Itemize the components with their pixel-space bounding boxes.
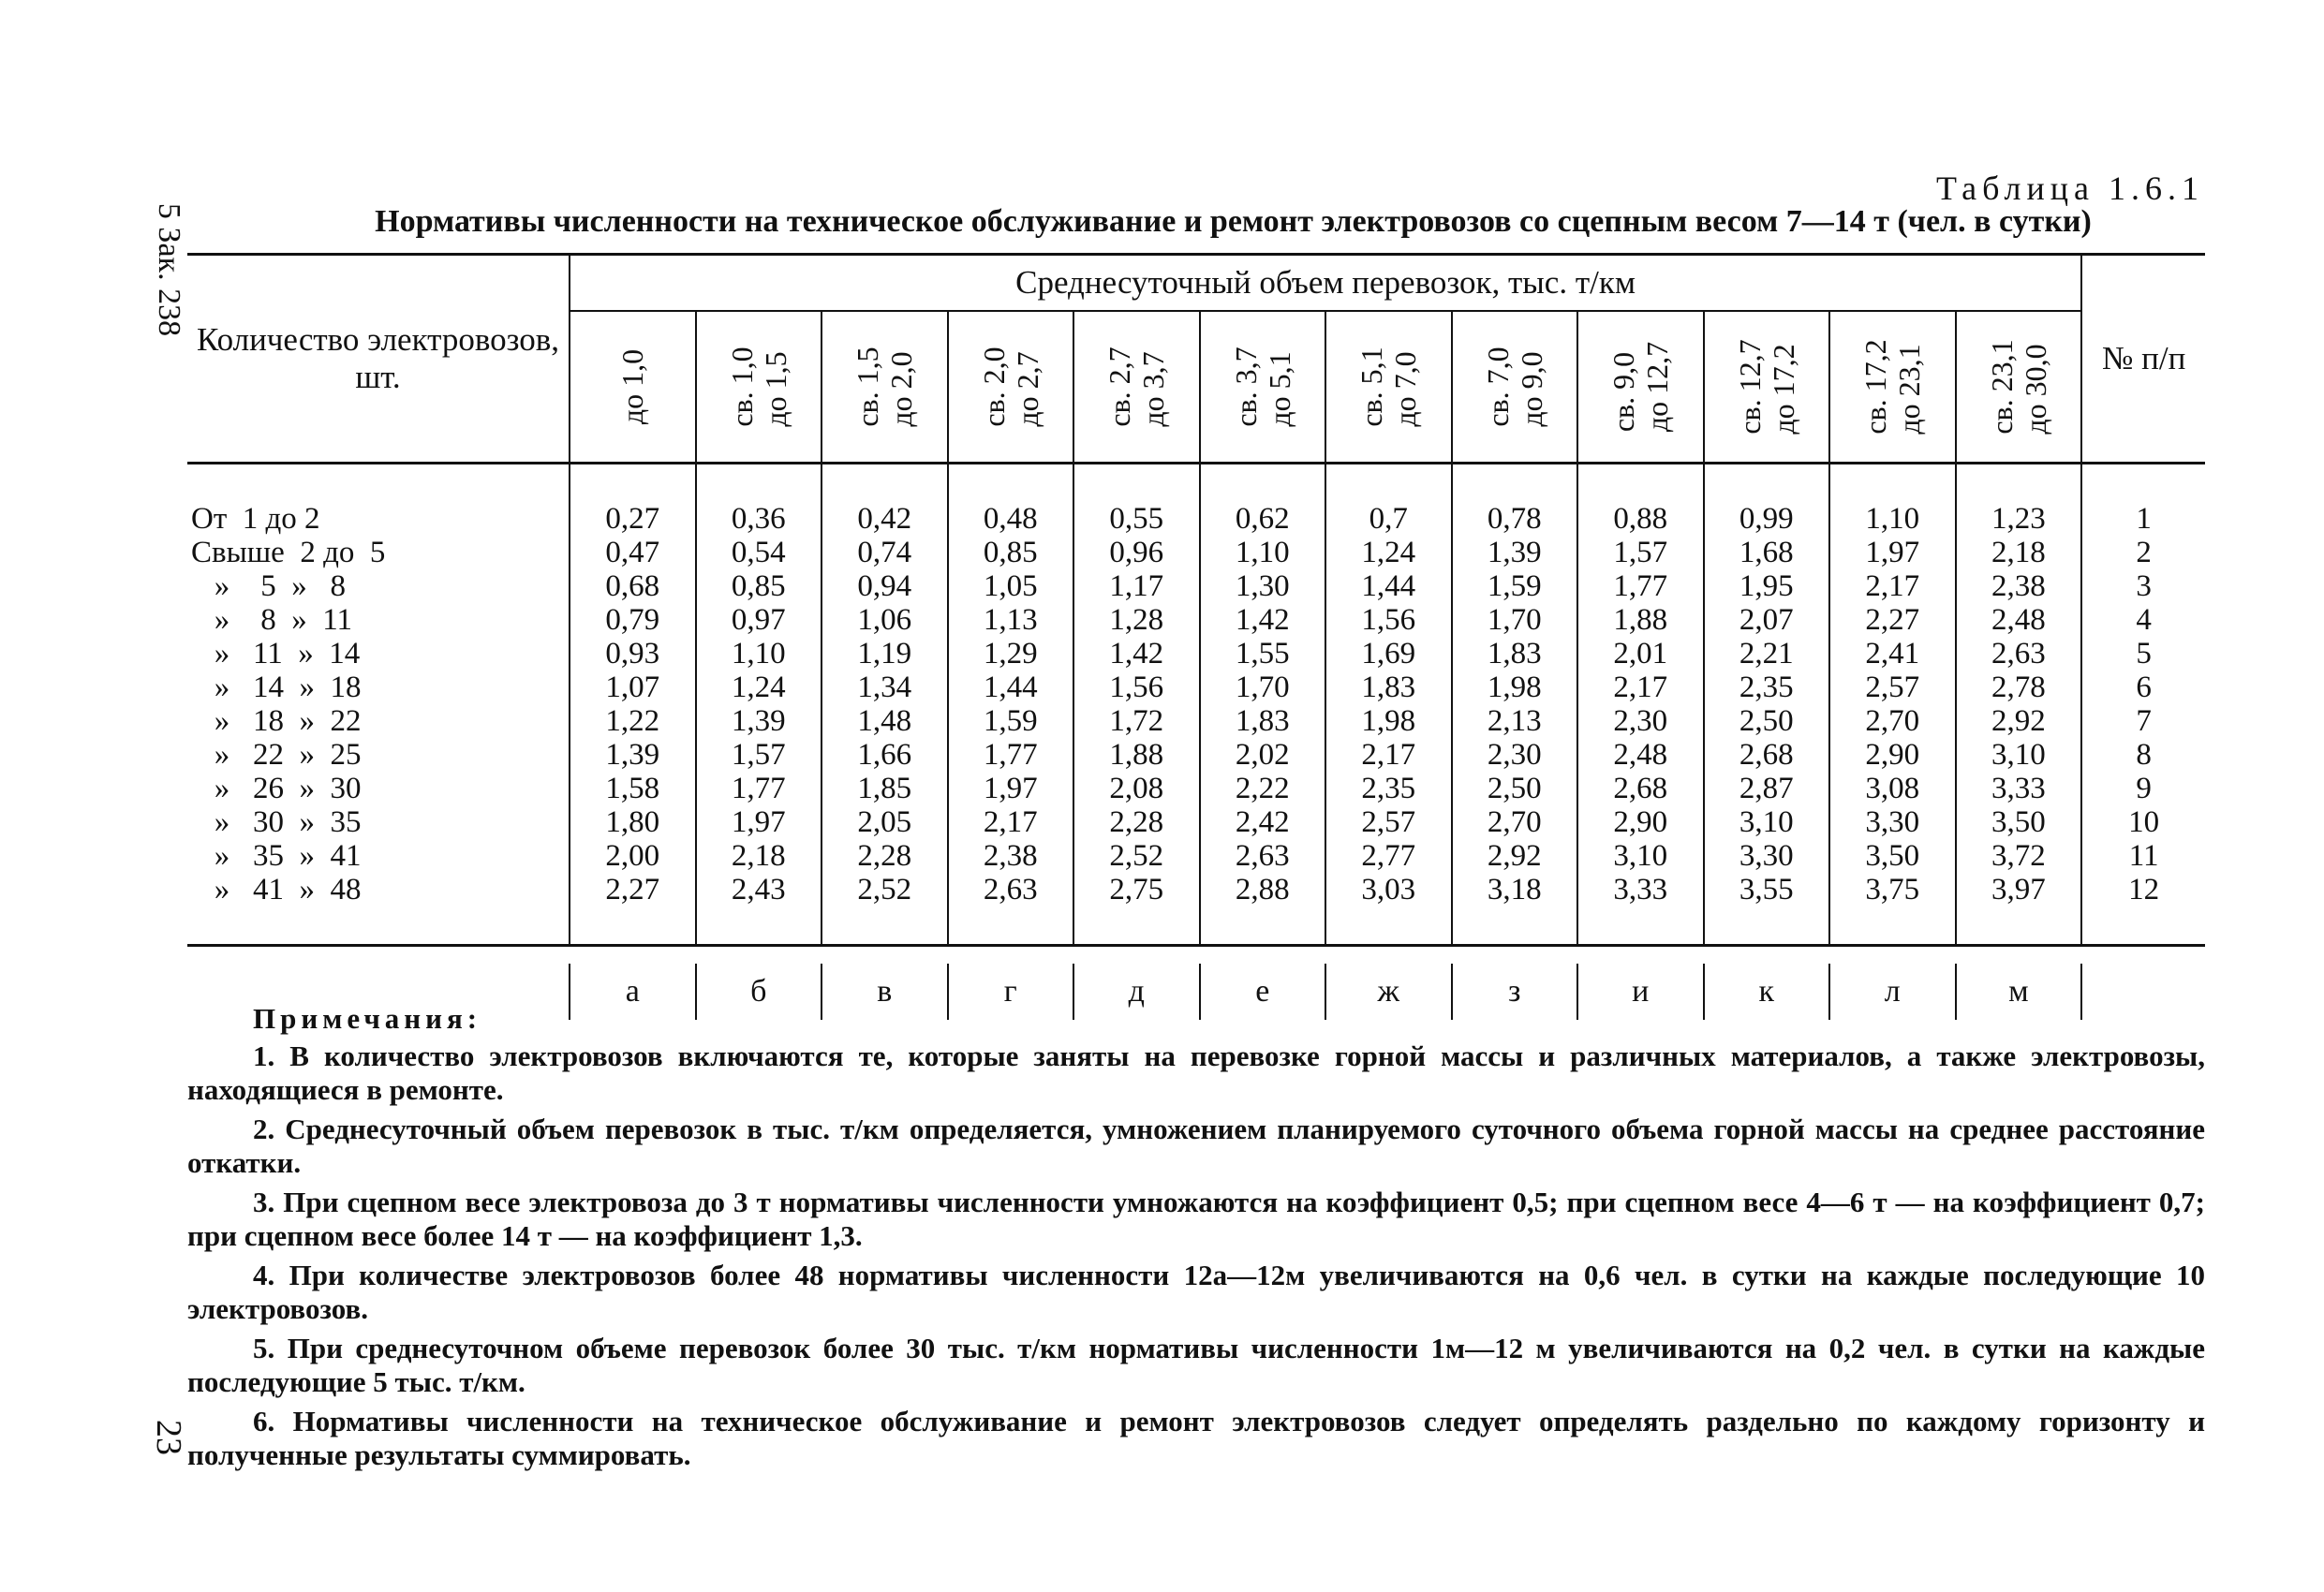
- value-cell: 1,10: [1829, 502, 1956, 536]
- value-cell: 2,27: [570, 873, 696, 907]
- value-cell: 2,57: [1829, 671, 1956, 704]
- note-item: 6. Нормативы численности на техническое обслуживание и ремонт электровозов следует определять раздельно по каждому горизонту и полученные результаты суммировать.: [187, 1405, 2205, 1471]
- volume-column-header: св. 9,0 до 12,7: [1577, 311, 1704, 464]
- value-cell: 3,30: [1704, 839, 1830, 873]
- column-letter: д: [1073, 964, 1200, 1020]
- value-cell: 2,08: [1073, 772, 1200, 805]
- volume-column-header: св. 2,0 до 2,7: [948, 311, 1074, 464]
- value-cell: 1,39: [696, 704, 822, 738]
- value-cell: 3,55: [1704, 873, 1830, 907]
- value-cell: 1,28: [1073, 603, 1200, 637]
- value-cell: 2,68: [1704, 738, 1830, 772]
- value-cell: 0,79: [570, 603, 696, 637]
- value-cell: 0,55: [1073, 502, 1200, 536]
- column-letter: в: [822, 964, 948, 1020]
- volume-column-header: св. 12,7 до 17,2: [1704, 311, 1830, 464]
- value-cell: 1,10: [696, 637, 822, 671]
- value-cell: 0,74: [822, 536, 948, 569]
- value-cell: 1,44: [948, 671, 1074, 704]
- value-cell: 1,56: [1325, 603, 1452, 637]
- quantity-cell: » 35 » 41: [191, 839, 362, 873]
- value-cell: 2,02: [1200, 738, 1326, 772]
- notes-heading: Примечания:: [253, 1002, 482, 1035]
- column-letter: к: [1704, 964, 1830, 1020]
- value-cell: 2,50: [1704, 704, 1830, 738]
- value-cell: 1,29: [948, 637, 1074, 671]
- quantity-cell: » 18 » 22: [191, 704, 362, 738]
- value-cell: 3,03: [1325, 873, 1452, 907]
- volume-column-header: св. 2,7 до 3,7: [1073, 311, 1200, 464]
- value-cell: 2,17: [1829, 569, 1956, 603]
- quantity-cell: » 8 » 11: [191, 603, 353, 637]
- value-cell: 2,43: [696, 873, 822, 907]
- value-cell: 1,95: [1704, 569, 1830, 603]
- quantity-cell: » 22 » 25: [191, 738, 362, 772]
- value-cell: 1,72: [1073, 704, 1200, 738]
- value-cell: 0,78: [1452, 502, 1578, 536]
- row-number-cell: 1: [2081, 502, 2205, 536]
- value-cell: 1,59: [1452, 569, 1578, 603]
- value-cell: 1,57: [1577, 536, 1704, 569]
- value-cell: 2,38: [948, 839, 1074, 873]
- column-letter: е: [1200, 964, 1326, 1020]
- row-number-cell: 6: [2081, 671, 2205, 704]
- value-cell: 2,17: [1577, 671, 1704, 704]
- volume-column-header: до 1,0: [570, 311, 696, 464]
- value-cell: 1,97: [696, 805, 822, 839]
- value-cell: 2,77: [1325, 839, 1452, 873]
- value-cell: 0,97: [696, 603, 822, 637]
- value-cell: 1,56: [1073, 671, 1200, 704]
- table-title: Нормативы численности на техническое обслуживание и ремонт электровозов со сцепным весом 7—14 т (чел. в сутки): [375, 204, 2092, 239]
- table-row: [187, 873, 2205, 907]
- row-number-cell: 10: [2081, 805, 2205, 839]
- value-cell: 3,10: [1956, 738, 2082, 772]
- value-cell: 3,33: [1577, 873, 1704, 907]
- column-letter: г: [948, 964, 1074, 1020]
- quantity-header: Количество электровозов, шт.: [196, 321, 560, 395]
- norms-table: [187, 253, 2205, 1020]
- value-cell: 2,63: [948, 873, 1074, 907]
- value-cell: 2,21: [1704, 637, 1830, 671]
- note-item: 5. При среднесуточном объеме перевозок более 30 тыс. т/км нормативы численности 1м—12 м увеличиваются на 0,2 чел. в сутки на каждые последующие 5 тыс. т/км.: [187, 1332, 2205, 1398]
- value-cell: 2,13: [1452, 704, 1578, 738]
- row-number-cell: 11: [2081, 839, 2205, 873]
- column-letter: а: [570, 964, 696, 1020]
- value-cell: 0,27: [570, 502, 696, 536]
- value-cell: 1,77: [948, 738, 1074, 772]
- value-cell: 1,10: [1200, 536, 1326, 569]
- value-cell: 3,97: [1956, 873, 2082, 907]
- value-cell: 1,07: [570, 671, 696, 704]
- table-row: [187, 502, 2205, 536]
- value-cell: 3,33: [1956, 772, 2082, 805]
- column-letter: м: [1956, 964, 2082, 1020]
- table-row: [187, 671, 2205, 704]
- volume-column-header: св. 1,0 до 1,5: [696, 311, 822, 464]
- row-number-cell: 2: [2081, 536, 2205, 569]
- value-cell: 1,39: [570, 738, 696, 772]
- value-cell: 1,55: [1200, 637, 1326, 671]
- value-cell: 0,54: [696, 536, 822, 569]
- value-cell: 2,63: [1956, 637, 2082, 671]
- value-cell: 1,44: [1325, 569, 1452, 603]
- row-number-cell: 12: [2081, 873, 2205, 907]
- value-cell: 0,94: [822, 569, 948, 603]
- value-cell: 0,85: [696, 569, 822, 603]
- value-cell: 1,57: [696, 738, 822, 772]
- value-cell: 2,70: [1829, 704, 1956, 738]
- value-cell: 2,92: [1452, 839, 1578, 873]
- value-cell: 0,85: [948, 536, 1074, 569]
- page-number: 23: [149, 1420, 188, 1455]
- value-cell: 2,18: [1956, 536, 2082, 569]
- volume-column-header: св. 1,5 до 2,0: [822, 311, 948, 464]
- value-cell: 1,97: [948, 772, 1074, 805]
- value-cell: 2,22: [1200, 772, 1326, 805]
- table-row: [187, 704, 2205, 738]
- value-cell: 0,62: [1200, 502, 1326, 536]
- value-cell: 3,10: [1577, 839, 1704, 873]
- table-row: [187, 603, 2205, 637]
- value-cell: 2,07: [1704, 603, 1830, 637]
- value-cell: 1,85: [822, 772, 948, 805]
- quantity-cell: Свыше 2 до 5: [191, 536, 386, 569]
- value-cell: 1,66: [822, 738, 948, 772]
- value-cell: 1,42: [1073, 637, 1200, 671]
- quantity-cell: » 5 » 8: [191, 569, 346, 603]
- value-cell: 2,17: [948, 805, 1074, 839]
- value-cell: 2,70: [1452, 805, 1578, 839]
- value-cell: 2,30: [1577, 704, 1704, 738]
- value-cell: 2,27: [1829, 603, 1956, 637]
- value-cell: 2,28: [822, 839, 948, 873]
- volume-column-header: св. 5,1 до 7,0: [1325, 311, 1452, 464]
- table-row: [187, 738, 2205, 772]
- value-cell: 1,24: [1325, 536, 1452, 569]
- row-number-cell: 5: [2081, 637, 2205, 671]
- value-cell: 0,93: [570, 637, 696, 671]
- value-cell: 1,23: [1956, 502, 2082, 536]
- volume-column-header: св. 17,2 до 23,1: [1829, 311, 1956, 464]
- margin-order-note: 5 Зак. 238: [152, 202, 186, 337]
- value-cell: 1,70: [1200, 671, 1326, 704]
- value-cell: 1,58: [570, 772, 696, 805]
- note-item: 3. При сцепном весе электровоза до 3 т нормативы численности умножаются на коэффициент 0,5; при сцепном весе 4—6 т — на коэффициент 0,7; при сцепном весе более 14 т — на коэффициент 1,3.: [187, 1186, 2205, 1252]
- value-cell: 0,68: [570, 569, 696, 603]
- number-header: № п/п: [2081, 255, 2205, 464]
- value-cell: 2,90: [1829, 738, 1956, 772]
- value-cell: 0,99: [1704, 502, 1830, 536]
- table-row: [187, 839, 2205, 873]
- value-cell: 2,57: [1325, 805, 1452, 839]
- value-cell: 0,7: [1325, 502, 1452, 536]
- value-cell: 0,47: [570, 536, 696, 569]
- value-cell: 1,69: [1325, 637, 1452, 671]
- notes-section: [187, 1002, 2205, 1478]
- value-cell: 2,48: [1956, 603, 2082, 637]
- value-cell: 2,18: [696, 839, 822, 873]
- value-cell: 1,24: [696, 671, 822, 704]
- value-cell: 0,48: [948, 502, 1074, 536]
- value-cell: 2,50: [1452, 772, 1578, 805]
- value-cell: 1,17: [1073, 569, 1200, 603]
- value-cell: 1,77: [696, 772, 822, 805]
- table-label: Таблица 1.6.1: [1936, 170, 2204, 207]
- row-number-cell: 8: [2081, 738, 2205, 772]
- quantity-cell: » 14 » 18: [191, 671, 362, 704]
- value-cell: 3,50: [1829, 839, 1956, 873]
- value-cell: 1,34: [822, 671, 948, 704]
- value-cell: 1,05: [948, 569, 1074, 603]
- value-cell: 2,78: [1956, 671, 2082, 704]
- value-cell: 2,92: [1956, 704, 2082, 738]
- quantity-cell: » 26 » 30: [191, 772, 362, 805]
- volume-column-header: св. 3,7 до 5,1: [1200, 311, 1326, 464]
- value-cell: 2,41: [1829, 637, 1956, 671]
- value-cell: 1,39: [1452, 536, 1578, 569]
- column-letter: ж: [1325, 964, 1452, 1020]
- value-cell: 3,72: [1956, 839, 2082, 873]
- value-cell: 2,00: [570, 839, 696, 873]
- value-cell: 2,42: [1200, 805, 1326, 839]
- value-cell: 1,13: [948, 603, 1074, 637]
- value-cell: 1,83: [1452, 637, 1578, 671]
- column-letter: л: [1829, 964, 1956, 1020]
- value-cell: 0,42: [822, 502, 948, 536]
- value-cell: 2,75: [1073, 873, 1200, 907]
- value-cell: 1,68: [1704, 536, 1830, 569]
- table-row: [187, 772, 2205, 805]
- value-cell: 2,01: [1577, 637, 1704, 671]
- value-cell: 0,96: [1073, 536, 1200, 569]
- quantity-cell: » 30 » 35: [191, 805, 362, 839]
- quantity-cell: От 1 до 2: [191, 502, 320, 536]
- value-cell: 1,98: [1325, 704, 1452, 738]
- value-cell: 1,48: [822, 704, 948, 738]
- column-letter: б: [696, 964, 822, 1020]
- value-cell: 3,10: [1704, 805, 1830, 839]
- value-cell: 1,59: [948, 704, 1074, 738]
- value-cell: 1,88: [1577, 603, 1704, 637]
- value-cell: 1,98: [1452, 671, 1578, 704]
- column-letter: з: [1452, 964, 1578, 1020]
- value-cell: 1,30: [1200, 569, 1326, 603]
- table-row: [187, 637, 2205, 671]
- value-cell: 2,28: [1073, 805, 1200, 839]
- value-cell: 2,35: [1704, 671, 1830, 704]
- value-cell: 2,38: [1956, 569, 2082, 603]
- volume-column-header: св. 23,1 до 30,0: [1956, 311, 2082, 464]
- value-cell: 0,88: [1577, 502, 1704, 536]
- value-cell: 2,68: [1577, 772, 1704, 805]
- row-number-cell: 7: [2081, 704, 2205, 738]
- value-cell: 1,70: [1452, 603, 1578, 637]
- value-cell: 2,90: [1577, 805, 1704, 839]
- table-row: [187, 805, 2205, 839]
- value-cell: 0,36: [696, 502, 822, 536]
- value-cell: 2,35: [1325, 772, 1452, 805]
- quantity-cell: » 11 » 14: [191, 637, 361, 671]
- note-item: 4. При количестве электровозов более 48 нормативы численности 12а—12м увеличиваются на 0,6 чел. в сутки на каждые последующие 10 электровозов.: [187, 1259, 2205, 1325]
- column-letter: и: [1577, 964, 1704, 1020]
- value-cell: 2,63: [1200, 839, 1326, 873]
- value-cell: 1,83: [1325, 671, 1452, 704]
- row-number-cell: 9: [2081, 772, 2205, 805]
- value-cell: 2,88: [1200, 873, 1326, 907]
- value-cell: 3,08: [1829, 772, 1956, 805]
- table-row: [187, 536, 2205, 569]
- value-cell: 2,52: [822, 873, 948, 907]
- volume-column-header: св. 7,0 до 9,0: [1452, 311, 1578, 464]
- note-item: 1. В количество электровозов включаются те, которые заняты на перевозке горной массы и различных материалов, а также электровозы, находящиеся в ремонте.: [187, 1039, 2205, 1106]
- table-row: [187, 569, 2205, 603]
- value-cell: 2,48: [1577, 738, 1704, 772]
- value-cell: 1,06: [822, 603, 948, 637]
- row-number-cell: 3: [2081, 569, 2205, 603]
- value-cell: 1,97: [1829, 536, 1956, 569]
- quantity-cell: » 41 » 48: [191, 873, 362, 907]
- value-cell: 1,80: [570, 805, 696, 839]
- value-cell: 1,83: [1200, 704, 1326, 738]
- value-cell: 3,18: [1452, 873, 1578, 907]
- value-cell: 1,88: [1073, 738, 1200, 772]
- note-item: 2. Среднесуточный объем перевозок в тыс. т/км определяется, умножением планируемого суточного объема горной массы на среднее расстояние откатки.: [187, 1113, 2205, 1179]
- value-cell: 3,75: [1829, 873, 1956, 907]
- value-cell: 3,50: [1956, 805, 2082, 839]
- value-cell: 2,17: [1325, 738, 1452, 772]
- value-cell: 1,19: [822, 637, 948, 671]
- value-cell: 1,77: [1577, 569, 1704, 603]
- value-cell: 2,05: [822, 805, 948, 839]
- value-cell: 2,30: [1452, 738, 1578, 772]
- value-cell: 2,87: [1704, 772, 1830, 805]
- value-cell: 3,30: [1829, 805, 1956, 839]
- volume-group-header: Среднесуточный объем перевозок, тыс. т/км: [570, 255, 2081, 312]
- value-cell: 2,52: [1073, 839, 1200, 873]
- row-number-cell: 4: [2081, 603, 2205, 637]
- value-cell: 1,42: [1200, 603, 1326, 637]
- value-cell: 1,22: [570, 704, 696, 738]
